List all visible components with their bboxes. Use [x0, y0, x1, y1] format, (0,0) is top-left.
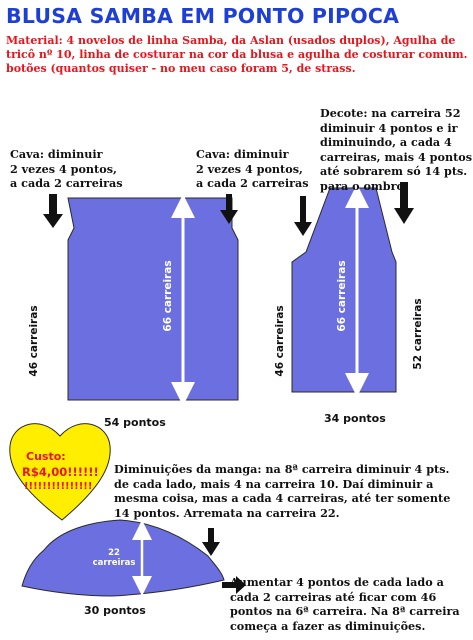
sleeve-aumentar-note: Aumentar 4 pontos de cada lado a cada 2 carreiras até ficar com 46 pontos na 6ª carreira. Na 8ª carreira começa a fazer as diminuições. — [230, 575, 460, 633]
back-height-label: 66 carreiras — [336, 260, 348, 332]
sleeve-diminuicoes-note: Diminuições da manga: na 8ª carreira diminuir 4 pts. de cada lado, mais 4 na carreira 10. Daí diminuir a mesma coisa, mas a cada 4 carreiras, até ter somente 14 pontos. Arremata na carreira 22. — [114, 462, 451, 520]
heart-exclamations: !!!!!!!!!!!!!!! — [24, 481, 93, 492]
front-cava-right-note: Cava: diminuir 2 vezes 4 pontos, a cada 2 carreiras — [196, 147, 309, 190]
material-text: Material: 4 novelos de linha Samba, da Aslan (usados duplos), Agulha de tricô nº 10, linha de costurar na cor da blusa e agulha de costurar comum. botões (quantos quiser - no meu caso foram 5, de strass. — [6, 34, 468, 75]
page-title: BLUSA SAMBA EM PONTO PIPOCA — [6, 4, 400, 28]
cava-left-arrow — [43, 194, 63, 228]
sleeve-height-label: 22 carreiras — [92, 548, 136, 568]
front-piece — [68, 198, 238, 400]
back-width-label: 34 pontos — [324, 412, 386, 425]
front-width-label: 54 pontos — [104, 416, 166, 429]
front-side-label: 46 carreiras — [28, 305, 40, 377]
sleeve-width-label: 30 pontos — [84, 604, 146, 617]
back-left-arrow — [294, 196, 312, 236]
heart-cost-label: Custo: — [26, 450, 66, 463]
back-right-label: 52 carreiras — [412, 298, 424, 370]
front-height-label: 66 carreiras — [162, 260, 174, 332]
sleeve-arrow — [202, 528, 220, 556]
back-side-label: 46 carreiras — [274, 305, 286, 377]
heart-cost-value: R$4,00!!!!!! — [22, 465, 99, 479]
back-decote-note: Decote: na carreira 52 diminuir 4 pontos e ir diminuindo, a cada 4 carreiras, mais 4 pontos até sobrarem só 14 pts. para o ombro. — [320, 106, 473, 193]
front-cava-left-note: Cava: diminuir 2 vezes 4 pontos, a cada 2 carreiras — [10, 147, 123, 190]
